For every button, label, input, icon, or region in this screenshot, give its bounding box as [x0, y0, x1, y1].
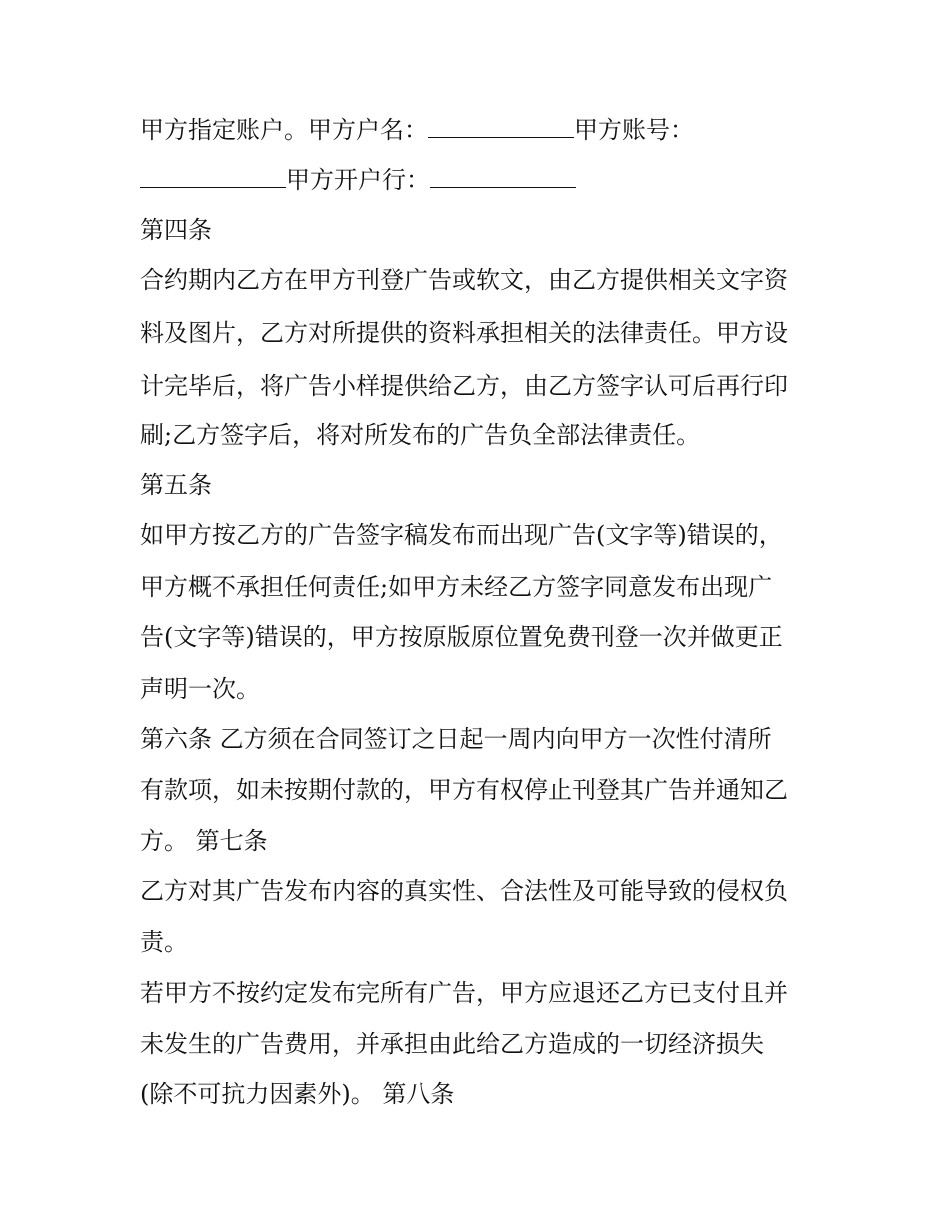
- paragraph-line: 未发生的广告费用，并承担由此给乙方造成的一切经济损失: [140, 1030, 764, 1058]
- account-name-blank: [428, 115, 574, 138]
- article-8-heading-line: (除不可抗力因素外)。 第八条: [140, 1080, 455, 1108]
- paragraph-line: 告(文字等)错误的，甲方按原版原位置免费刊登一次并做更正: [140, 623, 783, 651]
- article-7-heading-line: 方。 第七条: [140, 827, 268, 855]
- account-name-label: 甲方指定账户。甲方户名：: [140, 116, 428, 144]
- paragraph-line: 料及图片，乙方对所提供的资料承担相关的法律责任。甲方设: [140, 319, 788, 347]
- article-4-heading: 第四条: [140, 216, 212, 244]
- article-5-heading: 第五条: [140, 471, 212, 499]
- bank-line: [140, 165, 576, 195]
- account-number-label: 甲方账号：: [574, 116, 694, 144]
- paragraph-line: 声明一次。: [140, 675, 260, 703]
- bank-label: 甲方开户行：: [286, 166, 430, 194]
- paragraph-line: 如甲方按乙方的广告签字稿发布而出现广告(文字等)错误的，: [140, 521, 783, 549]
- account-line: [140, 115, 694, 145]
- paragraph-line: 刷;乙方签字后，将对所发布的广告负全部法律责任。: [140, 421, 701, 449]
- paragraph-line: 合约期内乙方在甲方刊登广告或软文，由乙方提供相关文字资: [140, 266, 788, 294]
- paragraph-line: 乙方对其广告发布内容的真实性、合法性及可能导致的侵权负: [140, 877, 788, 905]
- bank-blank: [430, 165, 576, 188]
- paragraph-line: 若甲方不按约定发布完所有广告，甲方应退还乙方已支付且并: [140, 979, 788, 1007]
- paragraph-line: 计完毕后，将广告小样提供给乙方，由乙方签字认可后再行印: [140, 372, 788, 400]
- paragraph-line: 有款项，如未按期付款的，甲方有权停止刊登其广告并通知乙: [140, 776, 788, 804]
- article-6-line: 第六条 乙方须在合同签订之日起一周内向甲方一次性付清所: [140, 725, 772, 753]
- paragraph-line: 责。: [140, 928, 188, 956]
- account-number-blank: [140, 165, 286, 188]
- paragraph-line: 甲方概不承担任何责任;如甲方未经乙方签字同意发布出现广: [140, 573, 773, 601]
